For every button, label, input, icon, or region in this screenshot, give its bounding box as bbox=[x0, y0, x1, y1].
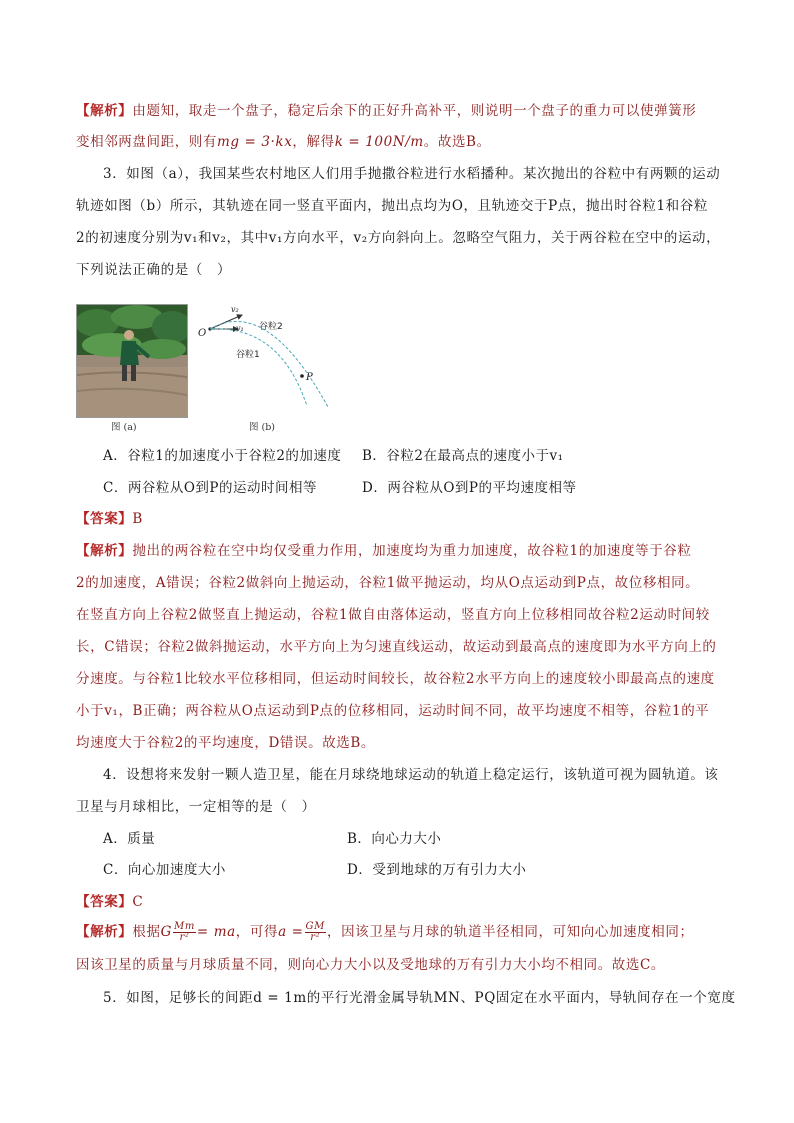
q4-analysis-line-1: 【解析】根据G $\frac{Mm}{\text{r²}}$ = ma，可得a = $\frac{GM}{\text{r²}}$ ，因该卫星与月球的轨道半径相同，可知向心加速度相同； bbox=[76, 921, 694, 943]
q3-stem-line-3: 2的初速度分别为v₁和v₂，其中v₁方向水平，v₂方向斜向上。忽略空气阻力，关于两谷粒在空中的运动， bbox=[76, 230, 721, 246]
q3-analysis-line-4: 长，C错误；谷粒2做斜抛运动，水平方向上为匀速直线运动，故运动到最高点的速度即为水平方向上的 bbox=[76, 639, 717, 655]
answer-value: B bbox=[132, 511, 143, 527]
trajectory-diagram bbox=[192, 300, 332, 410]
q4-option-c: C．向心加速度大小 bbox=[103, 862, 226, 878]
analysis-text: 由题知，取走一个盘子，稳定后余下的正好升高补平，则说明一个盘子的重力可以使弹簧形 bbox=[132, 103, 697, 119]
q3-analysis-line-5: 分速度。与谷粒1比较水平位移相同，但运动时间较长，故谷粒2水平方向上的速度较小即最高点的速度 bbox=[76, 671, 715, 687]
q3-option-d: D．两谷粒从O到P的平均速度相等 bbox=[362, 480, 577, 496]
equation: k = 100N/m bbox=[334, 134, 424, 150]
trajectory-grain-2 bbox=[210, 321, 328, 407]
answer-tag: 【答案】 bbox=[76, 894, 133, 910]
q4-option-b: B．向心力大小 bbox=[347, 831, 442, 847]
label-grain-2: 谷粒2 bbox=[259, 322, 283, 332]
q3-analysis-line-7: 均速度大于谷粒2的平均速度，D错误。故选B。 bbox=[76, 735, 376, 751]
q5-stem-line-1: 5．如图，足够长的间距d = 1m的平行光滑金属导轨MN、PQ固定在水平面内，导轨间存在一个宽度 bbox=[103, 990, 736, 1006]
figure-b-caption: 图 (b) bbox=[249, 422, 276, 433]
q4-option-a: A．质量 bbox=[103, 831, 156, 847]
figure-a-caption: 图 (a) bbox=[111, 422, 137, 433]
q3-option-a: A．谷粒1的加速度小于谷粒2的加速度 bbox=[103, 448, 342, 464]
q3-option-c: C．两谷粒从O到P的运动时间相等 bbox=[103, 480, 317, 496]
q4-stem-line-1: 4．设想将来发射一颗人造卫星，能在月球绕地球运动的轨道上稳定运行，该轨道可视为圆轨道。该 bbox=[103, 767, 719, 783]
label-P: P bbox=[306, 372, 313, 383]
q4-stem-line-2: 卫星与月球相比，一定相等的是（ ） bbox=[76, 799, 316, 815]
q2-analysis-line-2: 变相邻两盘间距，则有mg = 3·kx，解得k = 100N/m。故选B。 bbox=[76, 134, 491, 150]
q4-option-d: D．受到地球的万有引力大小 bbox=[347, 862, 527, 878]
q3-stem-line-1: 3．如图（a），我国某些农村地区人们用手抛撒谷粒进行水稻播种。某次抛出的谷粒中有两颗的运动 bbox=[103, 166, 721, 182]
fraction-gm-r2: $\frac{GM}{\text{r²}}$ bbox=[305, 921, 325, 943]
q3-answer bbox=[76, 509, 726, 529]
answer-value: C bbox=[132, 894, 144, 910]
analysis-tag: 【解析】 bbox=[76, 543, 133, 559]
label-grain-1: 谷粒1 bbox=[236, 350, 260, 360]
q3-stem-line-4: 下列说法正确的是（ ） bbox=[76, 262, 232, 278]
label-O: O bbox=[198, 328, 207, 339]
farmer-photo bbox=[76, 304, 188, 418]
q3-analysis-line-2: 2的加速度，A错误；谷粒2做斜向上抛运动，谷粒1做平抛运动，均从O点运动到P点，故位移相同。 bbox=[76, 575, 700, 591]
fraction-mm-r2: $\frac{Mm}{\text{r²}}$ bbox=[174, 921, 195, 943]
equation: mg = 3·kx bbox=[217, 134, 293, 150]
q3-analysis-line-6: 小于v₁，B正确；两谷粒从O点运动到P点的位移相同，运动时间不同，故平均速度不相等，谷粒1的平 bbox=[76, 703, 710, 719]
trajectory-grain-1 bbox=[210, 329, 307, 406]
answer-tag: 【答案】 bbox=[76, 511, 133, 527]
label-v2: v₂ bbox=[231, 305, 239, 314]
q2-analysis-line-1 bbox=[76, 101, 726, 121]
q3-option-b: B．谷粒2在最高点的速度小于v₁ bbox=[362, 448, 564, 464]
q4-analysis-line-2: 因该卫星的质量与月球质量不同，则向心力大小以及受地球的万有引力大小均不相同。故选C。 bbox=[76, 957, 666, 973]
intersection-point bbox=[300, 374, 304, 378]
analysis-tag: 【解析】 bbox=[76, 924, 133, 940]
q3-analysis-line-3: 在竖直方向上谷粒2做竖直上抛运动，谷粒1做自由落体运动，竖直方向上位移相同故谷粒2运动时间较 bbox=[76, 607, 710, 623]
analysis-tag: 【解析】 bbox=[76, 103, 133, 119]
q3-analysis-line-1: 【解析】抛出的两谷粒在空中均仅受重力作用，加速度均为重力加速度，故谷粒1的加速度等于谷粒 bbox=[76, 543, 692, 559]
q4-answer bbox=[76, 892, 726, 912]
label-v1: v₁ bbox=[236, 324, 244, 333]
q3-stem-line-2: 轨迹如图（b）所示，其轨迹在同一竖直平面内，抛出点均为O，且轨迹交于P点，抛出时谷粒1和谷粒 bbox=[76, 198, 708, 214]
